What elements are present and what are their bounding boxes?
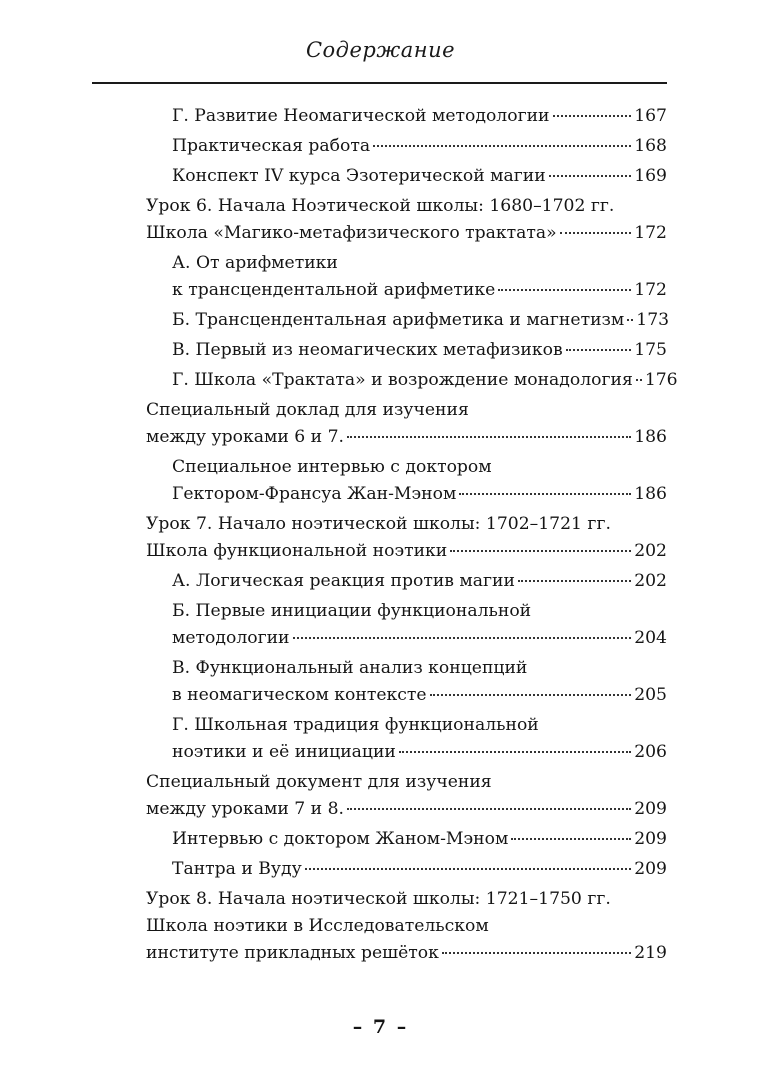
header-rule <box>92 82 667 84</box>
toc-entry-title-line: ноэтики и её инициации <box>172 742 396 762</box>
dot-leader <box>511 838 631 840</box>
toc-entry-page: 169 <box>634 166 667 186</box>
dot-leader <box>305 868 631 870</box>
running-header: Содержание <box>305 38 456 62</box>
toc-entry-row <box>146 796 667 823</box>
dot-leader <box>566 349 632 351</box>
toc-entry-page: 186 <box>634 427 667 447</box>
toc-entry-page: 202 <box>634 571 667 591</box>
toc-entry-page: 176 <box>644 370 678 390</box>
toc-entry-title-line: Интервью с доктором Жаном-Мэном <box>172 829 509 849</box>
dot-leader <box>498 289 631 291</box>
dot-leader <box>373 145 631 147</box>
toc-entry-page: 168 <box>634 136 667 156</box>
toc-entry <box>0 367 678 394</box>
toc-entry-page: 206 <box>634 742 667 762</box>
toc-entry-title-line: Г. Развитие Неомагической методологии <box>172 106 550 126</box>
toc-entry-row <box>172 826 667 853</box>
dot-leader <box>518 580 631 582</box>
dot-leader <box>636 379 642 381</box>
toc-entry-title-line: Конспект IV курса Эзотерической магии <box>172 166 546 186</box>
toc-entry-page: 172 <box>634 223 667 243</box>
toc-entry <box>0 250 667 304</box>
dot-leader <box>627 319 633 321</box>
toc-entry <box>0 103 667 130</box>
toc-entry-title-line: Школа ноэтики в Исследовательском <box>146 916 489 936</box>
toc-entry-title-line: Специальный доклад для изучения <box>146 400 469 420</box>
toc-entry-title-line: Гектором-Франсуа Жан-Мэном <box>172 484 457 504</box>
toc-entry-page: 172 <box>634 280 667 300</box>
toc-entry <box>0 193 667 247</box>
toc-entry <box>0 397 667 451</box>
toc-entry <box>0 769 667 823</box>
toc-entry <box>0 511 667 565</box>
toc-entry <box>0 133 667 160</box>
toc-entry-title-line: в неомагическом контексте <box>172 685 427 705</box>
toc-entry-title-line: Урок 7. Начало ноэтической школы: 1702–1721 гг. <box>146 514 611 534</box>
dot-leader <box>560 232 632 234</box>
toc-entry-title-line: к трансцендентальной арифметике <box>172 280 496 300</box>
toc-entry-row <box>146 940 667 967</box>
toc-entry <box>0 712 667 766</box>
toc-entry-row <box>172 307 670 334</box>
toc-entry-row <box>146 220 667 247</box>
toc-entry-title-line: Тантра и Вуду <box>172 859 302 879</box>
page-number: – 7 – <box>352 1016 409 1038</box>
toc-entry-page: 209 <box>634 799 667 819</box>
dot-leader <box>549 175 632 177</box>
dot-leader <box>459 493 631 495</box>
toc-entry-title-line: А. Логическая реакция против магии <box>172 571 515 591</box>
toc-entry-row <box>172 103 667 130</box>
toc-entry-title-line: А. От арифметики <box>172 253 338 273</box>
dot-leader <box>293 637 632 639</box>
toc-entry-page: 167 <box>634 106 667 126</box>
toc-entry-title-line: Урок 6. Начала Ноэтической школы: 1680–1702 гг. <box>146 196 615 216</box>
dot-leader <box>553 115 632 117</box>
toc-entry-title-line: Урок 8. Начала ноэтической школы: 1721–1750 гг. <box>146 889 611 909</box>
toc-entry-row <box>172 739 667 766</box>
toc-entry-title-line: методологии <box>172 628 290 648</box>
toc-entry-page: 205 <box>634 685 667 705</box>
toc-entry-page: 186 <box>634 484 667 504</box>
toc-entry-row <box>172 481 667 508</box>
toc-entry-title-line: Школа «Магико-метафизического трактата» <box>146 223 557 243</box>
toc-entry-title-line: В. Первый из неомагических метафизиков <box>172 340 563 360</box>
toc-entry-title-line: Г. Школьная традиция функциональной <box>172 715 539 735</box>
toc-entry-row <box>172 133 667 160</box>
toc-entry-title-line: Г. Школа «Трактата» и возрождение монадология <box>172 370 633 390</box>
table-of-contents <box>0 103 761 970</box>
toc-entry-page: 219 <box>634 943 667 963</box>
toc-entry-row <box>146 538 667 565</box>
dot-leader <box>450 550 631 552</box>
toc-entry-title-line: Специальное интервью с доктором <box>172 457 492 477</box>
toc-entry <box>0 886 667 967</box>
toc-entry-page: 209 <box>634 829 667 849</box>
toc-entry <box>0 598 667 652</box>
toc-entry-title-line: между уроками 7 и 8. <box>146 799 344 819</box>
dot-leader <box>442 952 631 954</box>
toc-entry-title-line: Специальный документ для изучения <box>146 772 492 792</box>
toc-entry-row <box>172 337 667 364</box>
toc-entry-page: 173 <box>636 310 670 330</box>
toc-entry-title-line: институте прикладных решёток <box>146 943 439 963</box>
toc-entry <box>0 826 667 853</box>
toc-entry <box>0 163 667 190</box>
toc-entry-page: 175 <box>634 340 667 360</box>
toc-entry-title-line: Б. Трансцендентальная арифметика и магнетизм <box>172 310 625 330</box>
dot-leader <box>347 808 631 810</box>
toc-entry-row <box>172 682 667 709</box>
toc-entry <box>0 454 667 508</box>
dot-leader <box>430 694 632 696</box>
toc-entry-page: 209 <box>634 859 667 879</box>
toc-entry-title-line: Школа функциональной ноэтики <box>146 541 448 561</box>
toc-entry-row <box>146 424 667 451</box>
toc-entry-row <box>172 163 667 190</box>
toc-entry <box>0 856 667 883</box>
toc-entry-page: 204 <box>634 628 667 648</box>
toc-entry-title-line: между уроками 6 и 7. <box>146 427 344 447</box>
toc-entry <box>0 337 667 364</box>
dot-leader <box>399 751 631 753</box>
toc-entry-title-line: В. Функциональный анализ концепций <box>172 658 528 678</box>
toc-entry-row <box>172 568 667 595</box>
toc-entry <box>0 307 670 334</box>
dot-leader <box>347 436 631 438</box>
toc-entry-title-line: Практическая работа <box>172 136 371 156</box>
toc-entry-row <box>172 856 667 883</box>
toc-entry-row <box>172 277 667 304</box>
toc-entry-row <box>172 625 667 652</box>
toc-entry <box>0 568 667 595</box>
toc-entry-title-line: Б. Первые инициации функциональной <box>172 601 532 621</box>
toc-entry-page: 202 <box>634 541 667 561</box>
toc-entry <box>0 655 667 709</box>
toc-entry-row <box>172 367 678 394</box>
